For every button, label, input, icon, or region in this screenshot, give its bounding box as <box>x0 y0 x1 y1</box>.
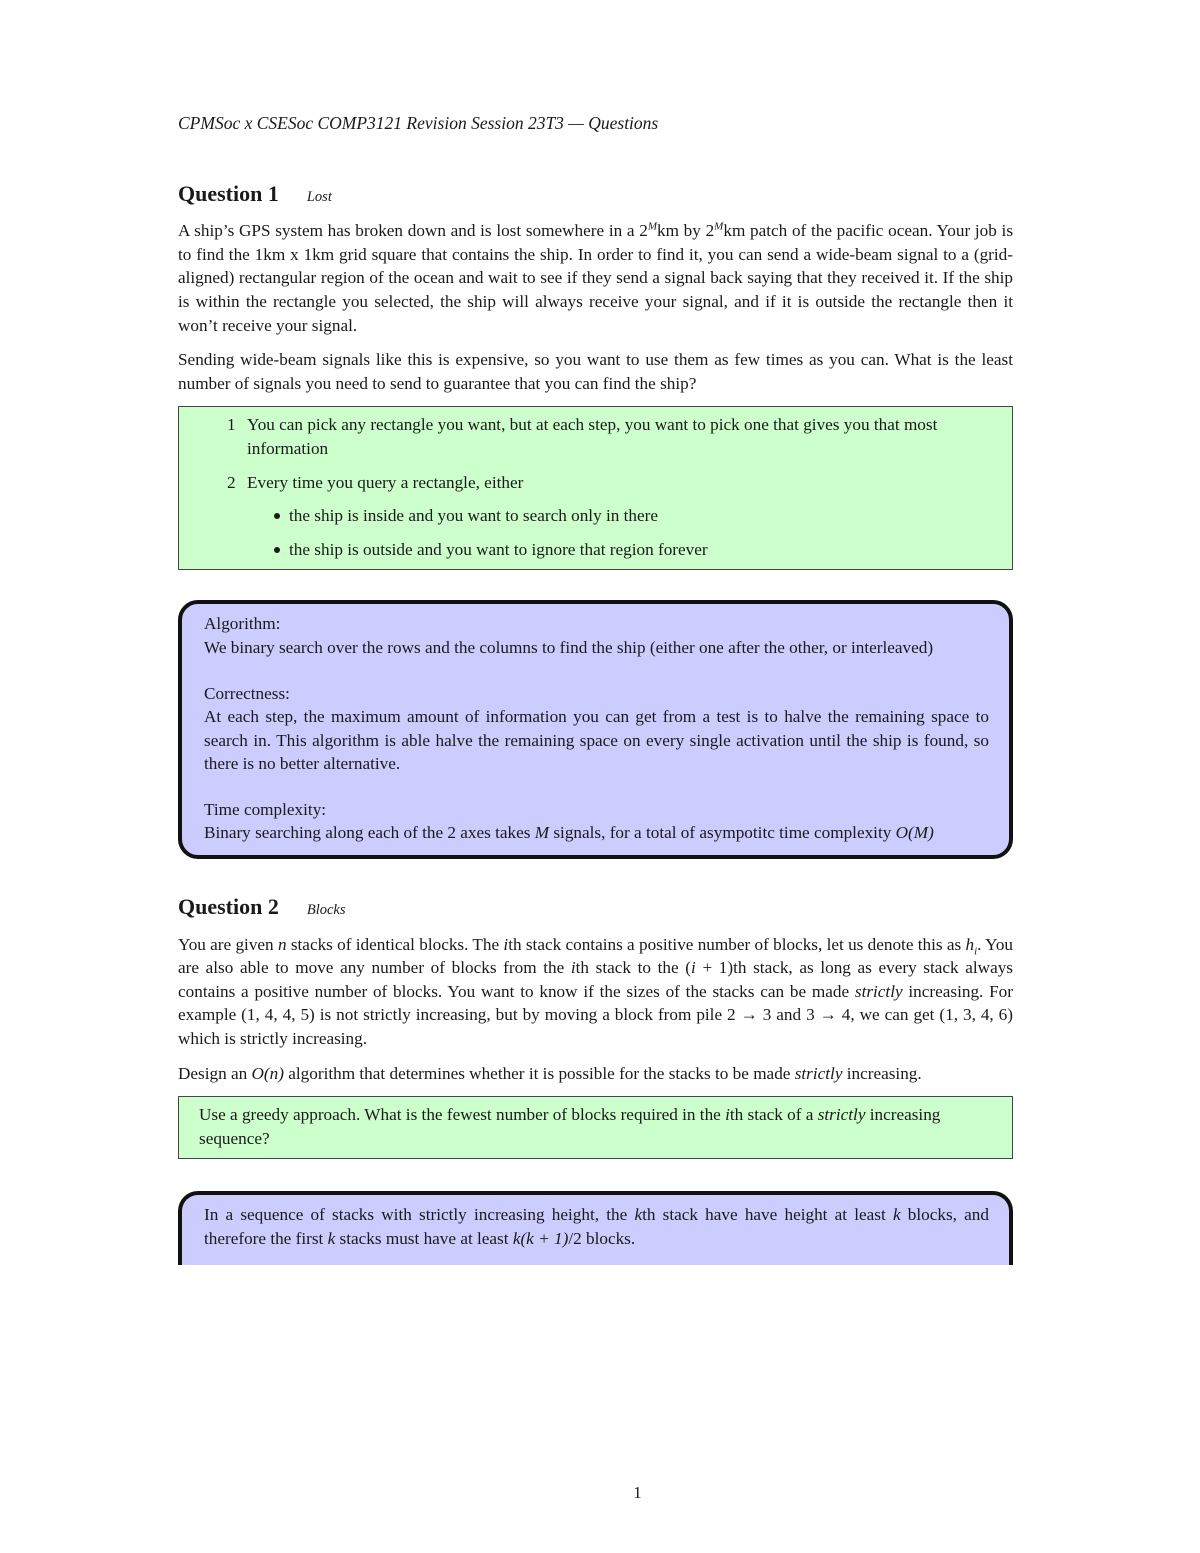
hint-item-1: 1 You can pick any rectangle you want, but at each step, you want to pick one that gives you that most information <box>227 415 938 458</box>
page-number: 1 <box>633 1483 642 1502</box>
page-content <box>178 112 1013 1265</box>
question-2-hint-box: Use a greedy approach. What is the fewest number of blocks required in the ith stack of a strictly increasing sequence? <box>178 1096 1013 1159</box>
question-2-paragraph-2: Design an O(n) algorithm that determines whether it is possible for the stacks to be made strictly increasing. <box>178 1063 922 1083</box>
question-2-paragraph-1: You are given n stacks of identical blocks. The ith stack contains a positive number of blocks, let us denote this as $h_i$. You are also able to move any number of blocks from the ith stack to the (i + 1)th stack, as long as every stack always contains a positive number of blocks. You want to know if the sizes of the stacks can be made strictly increasing. For example (1, 4, 4, 5) is not strictly increasing, but by moving a block from pile 2 → 3 and 3 → 4, we can get (1, 3, 4, 6) which is strictly increasing. <box>178 934 1014 1049</box>
question-1-solution-box <box>178 600 1013 859</box>
question-1-paragraph-1: A ship’s GPS system has broken down and is lost somewhere in a $2^Mkm$ by $2^Mkm$ patch of the pacific ocean. Your job is to find the 1km x 1km grid square that contains the ship. In order to find it, you can send a wide-beam signal to a (grid-aligned) rectangular region of the ocean and wait to see if they send a signal back saying that they received it. If the ship is within the rectangle you selected, the ship will always receive your signal, and if it is outside the rectangle then it won’t receive your signal. <box>178 220 1014 335</box>
solution-algorithm: Algorithm: We binary search over the rows and the columns to find the ship (either one after the other, or interleaved) <box>204 614 934 657</box>
question-2-title: Blocks <box>306 902 346 919</box>
hint-item-2: 2 Every time you query a rectangle, either the ship is inside and you want to search only in there the ship is outside and you want to ignore that region forever <box>199 471 992 562</box>
question-1-hint-box <box>178 406 1013 570</box>
question-2-solution-text: In a sequence of stacks with strictly increasing height, the kth stack have have height at least k blocks, and therefore the first k stacks must have at least k(k + 1)/2 blocks. <box>204 1205 989 1248</box>
question-1-label: Question 1 <box>178 180 279 206</box>
question-1-heading <box>178 182 1013 210</box>
question-1-paragraph-2: Sending wide-beam signals like this is expensive, so you want to use them as few times as you can. What is the least number of signals you need to send to guarantee that you can find the ship? <box>178 350 1013 393</box>
hint-bullet: the ship is outside and you want to ignore that region forever <box>247 538 992 562</box>
question-1-title: Lost <box>306 188 332 205</box>
solution-correctness: Correctness: At each step, the maximum amount of information you can get from a test is to halve the remaining space to search in. This algorithm is able halve the remaining space on every single activation until the ship is found, so there is no better alternative. <box>204 683 989 774</box>
question-2-heading <box>178 895 1013 923</box>
running-title: CPMSoc x CSESoc COMP3121 Revision Session 23T3 — Questions <box>178 113 659 133</box>
hint-bullet: the ship is inside and you want to search only in there <box>247 504 992 528</box>
solution-time-complexity: Time complexity: Binary searching along each of the 2 axes takes M signals, for a total of asympotitc time complexity O(M) <box>204 799 934 843</box>
question-2-label: Question 2 <box>178 894 279 920</box>
question-2-solution-box <box>178 1191 1013 1264</box>
